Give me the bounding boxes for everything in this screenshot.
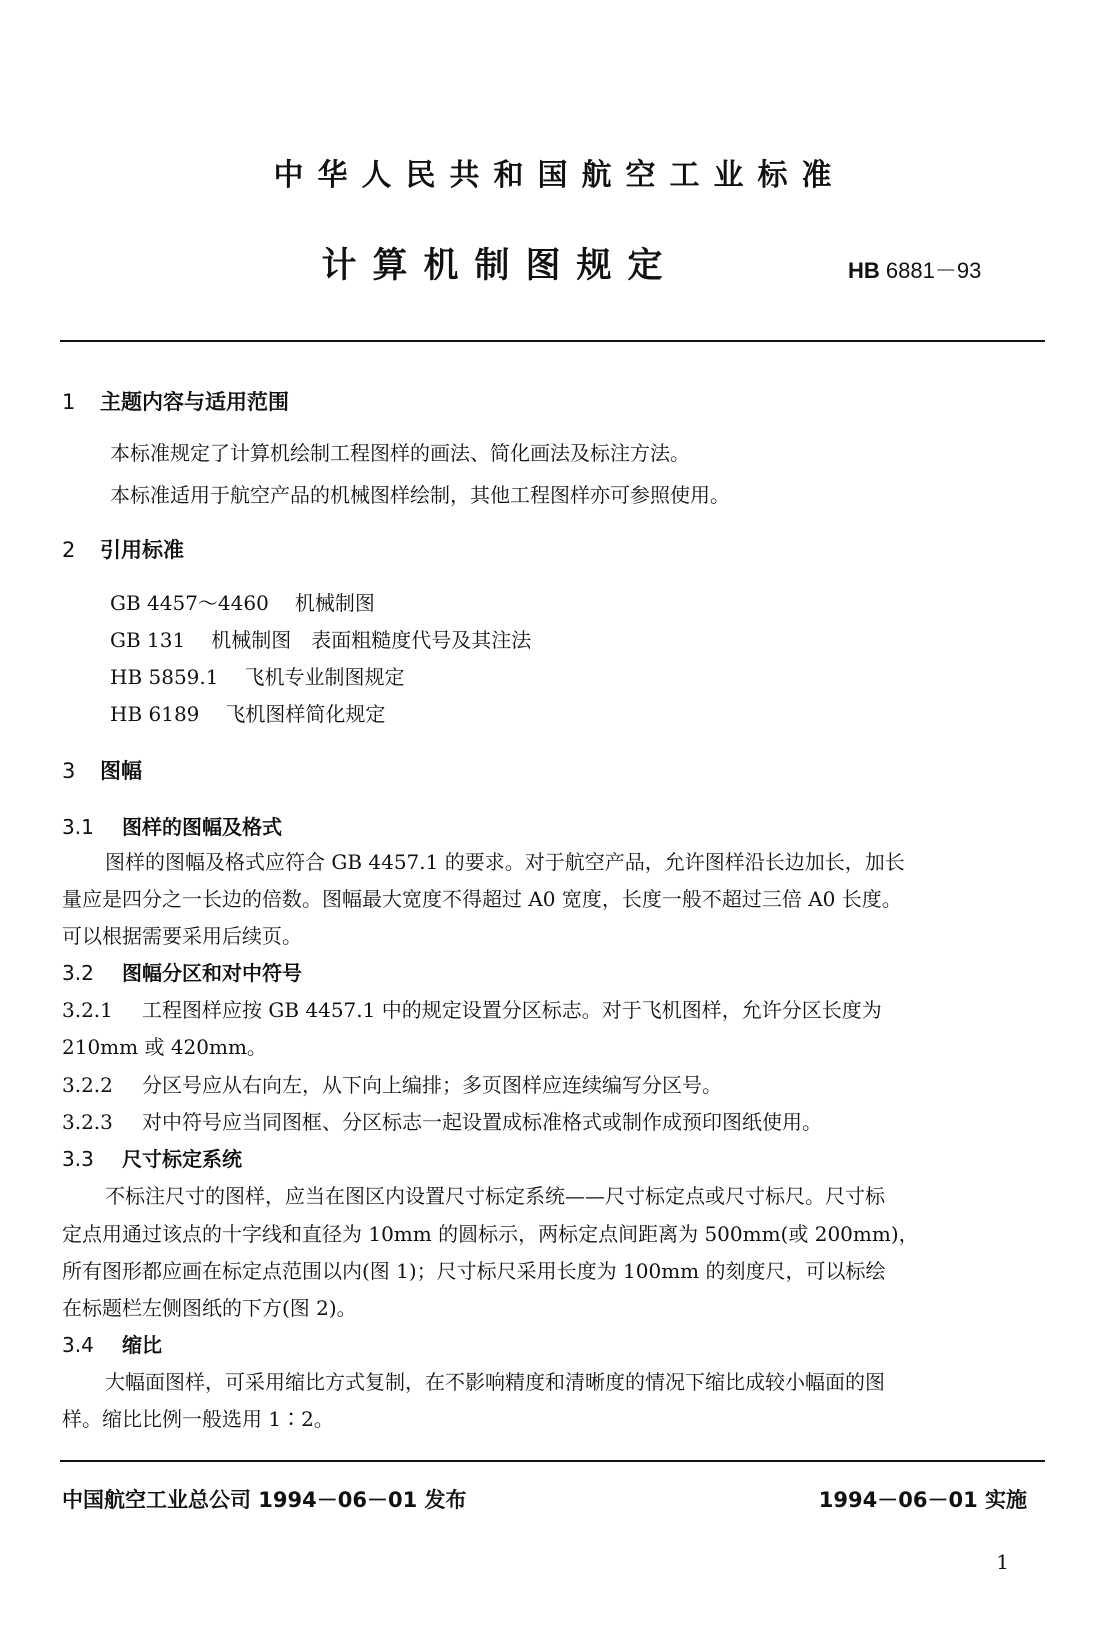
document-title: 计算机制图规定 [321, 246, 679, 286]
paragraph-line: 大幅面图样，可采用缩比方式复制，在不影响精度和清晰度的情况下缩比成较小幅面的图 [105, 1370, 885, 1394]
clause-text: 分区号应从右向左，从下向上编排；多页图样应连续编写分区号。 [142, 1073, 722, 1097]
subsection-3-3-heading [62, 1143, 242, 1172]
clause-number: 3.2.3 [62, 1110, 113, 1134]
reference-code: HB 6189 [110, 702, 200, 726]
paragraph-line: 在标题栏左侧图纸的下方(图 2)。 [62, 1296, 357, 1320]
clause-3-2-2 [62, 1069, 722, 1098]
section-number: 2 [62, 538, 76, 562]
standard-code-number: 6881－93 [885, 258, 982, 283]
paragraph-line: 所有图形都应画在标定点范围以内(图 1)；尺寸标尺采用长度为 100mm 的刻度尺，可以标绘 [62, 1259, 886, 1283]
paragraph-line: 不标注尺寸的图样，应当在图区内设置尺寸标定系统——尺寸标定点或尺寸标尺。尺寸标 [105, 1184, 885, 1208]
subsection-title: 尺寸标定系统 [122, 1147, 242, 1171]
clause-3-2-1 [62, 994, 882, 1023]
reference-item [110, 698, 385, 727]
standard-code [848, 254, 981, 285]
paragraph-line: 可以根据需要采用后续页。 [62, 924, 302, 948]
clause-number: 3.2.1 [62, 998, 113, 1022]
reference-title: 飞机图样简化规定 [225, 702, 386, 726]
paragraph-line: 样。缩比比例一般选用 1∶2。 [62, 1407, 334, 1431]
effective-line: 1994－06－01 实施 [818, 1488, 1027, 1512]
subsection-title: 图样的图幅及格式 [122, 815, 282, 839]
clause-3-2-3 [62, 1106, 822, 1135]
paragraph: 本标准规定了计算机绘制工程图样的画法、简化画法及标注方法。 [110, 441, 690, 465]
reference-item [110, 587, 375, 616]
section-title: 主题内容与适用范围 [100, 390, 289, 414]
clause-text: 对中符号应当同图框、分区标志一起设置成标准格式或制作成预印图纸使用。 [142, 1110, 822, 1134]
subsection-number: 3.4 [62, 1333, 94, 1357]
section-2-heading [62, 534, 184, 564]
header-rule [60, 340, 1045, 342]
paragraph-line: 图样的图幅及格式应符合 GB 4457.1 的要求。对于航空产品，允许图样沿长边加长，加长 [105, 850, 905, 874]
subsection-title: 缩比 [122, 1333, 162, 1357]
paragraph-line: 定点用通过该点的十字线和直径为 10mm 的圆标示，两标定点间距离为 500mm(或 200mm)， [62, 1222, 919, 1246]
reference-title: 机械制图 表面粗糙度代号及其注法 [211, 628, 532, 652]
org-title: 中华人民共和国航空工业标准 [273, 158, 846, 193]
subsection-number: 3.3 [62, 1147, 94, 1171]
subsection-3-2-heading [62, 957, 302, 986]
paragraph: 本标准适用于航空产品的机械图样绘制，其他工程图样亦可参照使用。 [110, 483, 730, 507]
section-number: 1 [62, 390, 76, 414]
clause-number: 3.2.2 [62, 1073, 113, 1097]
reference-code: GB 131 [110, 628, 186, 652]
reference-code: GB 4457～4460 [110, 591, 269, 615]
reference-title: 机械制图 [294, 591, 375, 615]
section-number: 3 [62, 759, 76, 783]
section-title: 引用标准 [100, 538, 184, 562]
subsection-3-1-heading [62, 811, 282, 840]
standard-code-prefix: HB [848, 258, 880, 283]
subsection-number: 3.2 [62, 961, 94, 985]
reference-item [110, 624, 531, 653]
reference-item [110, 661, 404, 690]
section-1-heading [62, 386, 289, 416]
paragraph-line: 210mm 或 420mm。 [62, 1035, 267, 1059]
issued-line: 中国航空工业总公司 1994－06－01 发布 [62, 1488, 467, 1512]
reference-title: 飞机专业制图规定 [244, 665, 405, 689]
subsection-3-4-heading [62, 1329, 162, 1358]
subsection-title: 图幅分区和对中符号 [122, 961, 302, 985]
paragraph-line: 量应是四分之一长边的倍数。图幅最大宽度不得超过 A0 宽度，长度一般不超过三倍 A0 长度。 [62, 887, 902, 911]
page-number: 1 [996, 1550, 1009, 1574]
footer-rule [60, 1460, 1045, 1462]
clause-text: 工程图样应按 GB 4457.1 中的规定设置分区标志。对于飞机图样，允许分区长度为 [142, 998, 882, 1022]
section-title: 图幅 [100, 759, 142, 783]
subsection-number: 3.1 [62, 815, 94, 839]
reference-code: HB 5859.1 [110, 665, 219, 689]
section-3-heading [62, 755, 142, 785]
